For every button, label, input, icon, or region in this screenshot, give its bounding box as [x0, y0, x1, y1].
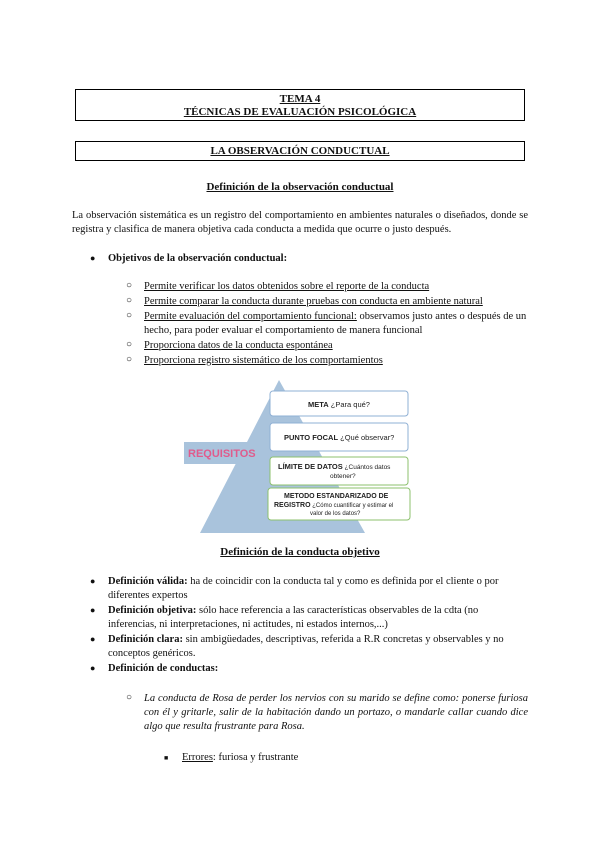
definition-item [108, 604, 528, 632]
punto-focal-question: ¿Qué observar? [338, 433, 395, 442]
subtitle-box [75, 141, 525, 161]
definition-item [108, 662, 528, 676]
objective-text: Proporciona registro sistemático de los comportamientos [144, 355, 383, 366]
title-box [75, 89, 525, 121]
bullet-dot: ● [90, 576, 96, 586]
objective-text-rest: observamos justo antes o después de un hecho, para poder evaluar el comportamiento de manera funcional [144, 311, 527, 336]
meta-label: META [308, 400, 329, 409]
limite-datos-question: ¿Cuántos datos [342, 464, 391, 471]
objective-item [144, 280, 528, 294]
definition-label: Definición válida: [108, 576, 188, 587]
bullet-dot: ● [90, 634, 96, 644]
circle-bullet: ○ [126, 354, 133, 365]
errores-text: : furiosa y frustrante [212, 752, 299, 763]
objective-text: Permite comparar la conducta durante pruebas con conducta en ambiente natural [144, 296, 483, 307]
metodo-line3: valor de los datos? [310, 511, 361, 517]
definition-text: ha de coincidir con la conducta tal y como es definida por el cliente o por diferentes expertos [108, 576, 499, 601]
definition-text: sólo hace referencia a las características observables de la cdta (no inferencias, ni interpretaciones, ni actitudes, ni estados internos,...) [108, 605, 479, 630]
meta-text [308, 400, 370, 409]
meta-question: ¿Para qué? [328, 400, 370, 409]
objectives-label [108, 252, 528, 266]
example-text: La conducta de Rosa de perder los nervios con su marido se define como: ponerse furiosa con él y gritarle, salir de la habitación dando un portazo, o mandarle callar cuando dice algo que resulta frustrante para Rosa. [144, 693, 528, 732]
tema-label: TEMA 4 [279, 93, 321, 105]
circle-bullet: ○ [126, 339, 133, 350]
objective-text: Proporciona datos de la conducta espontánea [144, 340, 333, 351]
objective-item [144, 295, 528, 309]
definition-label: Definición clara: [108, 634, 183, 645]
section-heading-observation: Definición de la observación conductual [206, 181, 394, 193]
bullet-dot: ● [90, 663, 96, 673]
definition-label: Definición objetiva: [108, 605, 197, 616]
objective-item [144, 354, 528, 368]
section-heading-target-behavior: Definición de la conducta objetivo [220, 546, 380, 558]
objective-text: Permite evaluación del comportamiento funcional: [144, 311, 357, 322]
punto-focal-label: PUNTO FOCAL [284, 433, 339, 442]
punto-focal-text [284, 433, 394, 442]
bullet-dot: ● [90, 605, 96, 615]
metodo-registro: REGISTRO [274, 502, 311, 509]
definition-label: Definición de conductas: [108, 663, 219, 674]
limite-datos-line2: obtener? [330, 473, 356, 480]
bullet-dot: ● [90, 253, 96, 263]
definition-item [108, 633, 528, 661]
objective-item [144, 339, 528, 353]
objective-item [144, 310, 528, 338]
requisitos-label: REQUISITOS [188, 448, 256, 460]
errores-label: Errores [182, 752, 213, 763]
metodo-line2 [274, 502, 393, 509]
limite-datos-text [278, 462, 391, 471]
objective-text: Permite verificar los datos obtenidos sobre el reporte de la conducta [144, 281, 430, 292]
errores-item [182, 751, 298, 765]
circle-bullet: ○ [126, 295, 133, 306]
definition-item [108, 575, 528, 603]
limite-datos-label: LÍMITE DE DATOS [278, 462, 343, 471]
circle-bullet: ○ [126, 310, 133, 321]
square-bullet: ■ [164, 754, 169, 762]
page-title: TÉCNICAS DE EVALUACIÓN PSICOLÓGICA [183, 106, 417, 118]
page-subtitle: LA OBSERVACIÓN CONDUCTUAL [210, 145, 390, 157]
observation-paragraph: La observación sistemática es un registro del comportamiento en ambientes naturales o diseñados, donde se registra y clasifica de manera objetiva cada conducta a medida que ocurre o justo después. [72, 210, 528, 235]
metodo-line1: METODO ESTANDARIZADO DE [284, 493, 389, 500]
definition-text: sin ambigüedades, descriptivas, referida a R.R concretas y observables y no conceptos genéricos. [108, 634, 504, 659]
objectives-label-text: Objetivos de la observación conductual: [108, 253, 288, 264]
metodo-question: ¿Cómo cuantificar y estimar el [310, 503, 394, 509]
requisitos-pyramid-diagram [180, 376, 420, 536]
circle-bullet: ○ [126, 280, 133, 291]
circle-bullet: ○ [126, 692, 133, 703]
